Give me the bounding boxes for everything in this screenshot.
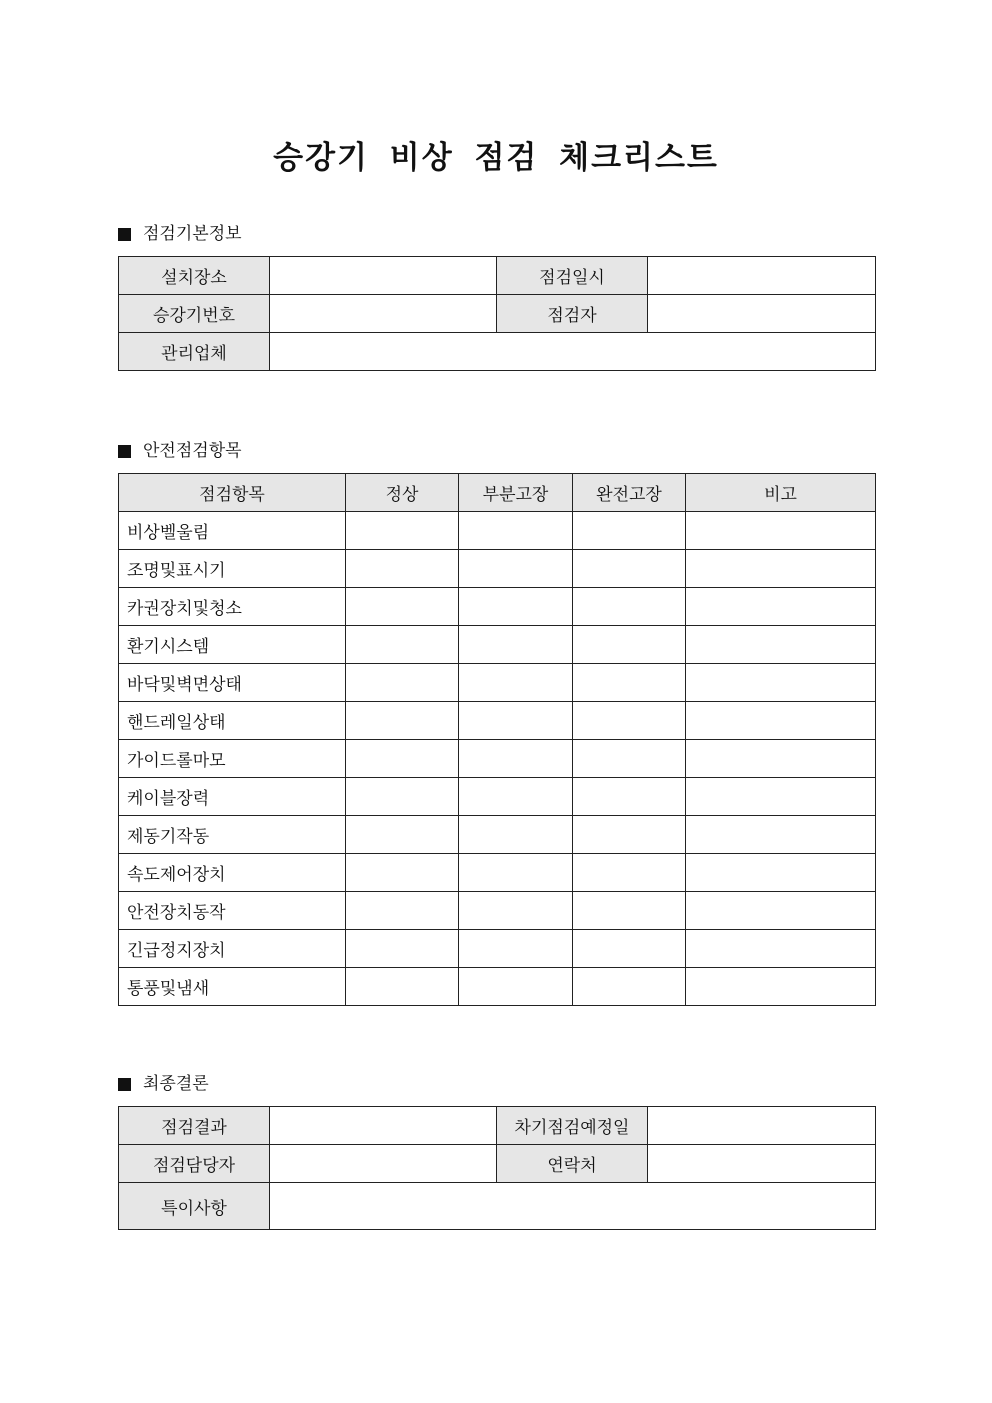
inspection-date-field[interactable] bbox=[648, 257, 876, 295]
normal-cell[interactable] bbox=[346, 550, 459, 588]
partial-fault-cell[interactable] bbox=[459, 854, 573, 892]
partial-fault-cell[interactable] bbox=[459, 588, 573, 626]
column-header-partial-fault: 부분고장 bbox=[459, 474, 573, 512]
check-item-name: 긴급정지장치 bbox=[119, 930, 346, 968]
remarks-cell[interactable] bbox=[686, 930, 876, 968]
remarks-cell[interactable] bbox=[686, 816, 876, 854]
partial-fault-cell[interactable] bbox=[459, 664, 573, 702]
complete-fault-cell[interactable] bbox=[573, 702, 686, 740]
partial-fault-cell[interactable] bbox=[459, 702, 573, 740]
table-row bbox=[119, 702, 876, 740]
remarks-cell[interactable] bbox=[686, 892, 876, 930]
remarks-cell[interactable] bbox=[686, 588, 876, 626]
square-bullet-icon bbox=[118, 445, 131, 458]
safety-check-table bbox=[118, 473, 876, 1006]
check-item-name: 카권장치및청소 bbox=[119, 588, 346, 626]
table-row bbox=[119, 778, 876, 816]
column-header-item: 점검항목 bbox=[119, 474, 346, 512]
basic-info-heading bbox=[118, 222, 242, 246]
partial-fault-cell[interactable] bbox=[459, 626, 573, 664]
install-location-field[interactable] bbox=[270, 257, 497, 295]
complete-fault-cell[interactable] bbox=[573, 588, 686, 626]
table-row bbox=[119, 1107, 876, 1145]
table-row bbox=[119, 550, 876, 588]
complete-fault-cell[interactable] bbox=[573, 816, 686, 854]
partial-fault-cell[interactable] bbox=[459, 968, 573, 1006]
person-in-charge-label: 점검담당자 bbox=[119, 1145, 270, 1183]
normal-cell[interactable] bbox=[346, 778, 459, 816]
next-inspection-date-field[interactable] bbox=[648, 1107, 876, 1145]
elevator-number-label: 승강기번호 bbox=[119, 295, 270, 333]
partial-fault-cell[interactable] bbox=[459, 512, 573, 550]
table-row bbox=[119, 740, 876, 778]
inspection-date-label: 점검일시 bbox=[497, 257, 648, 295]
normal-cell[interactable] bbox=[346, 854, 459, 892]
remarks-cell[interactable] bbox=[686, 740, 876, 778]
table-row bbox=[119, 588, 876, 626]
normal-cell[interactable] bbox=[346, 816, 459, 854]
remarks-cell[interactable] bbox=[686, 778, 876, 816]
complete-fault-cell[interactable] bbox=[573, 512, 686, 550]
safety-check-body bbox=[119, 512, 876, 1006]
normal-cell[interactable] bbox=[346, 702, 459, 740]
final-conclusion-heading bbox=[118, 1072, 209, 1096]
check-item-name: 제동기작동 bbox=[119, 816, 346, 854]
table-row bbox=[119, 333, 876, 371]
check-item-name: 통풍및냄새 bbox=[119, 968, 346, 1006]
complete-fault-cell[interactable] bbox=[573, 740, 686, 778]
column-header-complete-fault: 완전고장 bbox=[573, 474, 686, 512]
remarks-cell[interactable] bbox=[686, 626, 876, 664]
next-inspection-date-label: 차기점검예정일 bbox=[497, 1107, 648, 1145]
basic-info-table bbox=[118, 256, 876, 371]
check-item-name: 조명및표시기 bbox=[119, 550, 346, 588]
table-row bbox=[119, 664, 876, 702]
partial-fault-cell[interactable] bbox=[459, 550, 573, 588]
table-row bbox=[119, 1183, 876, 1230]
remarks-cell[interactable] bbox=[686, 664, 876, 702]
table-row bbox=[119, 295, 876, 333]
elevator-number-field[interactable] bbox=[270, 295, 497, 333]
complete-fault-cell[interactable] bbox=[573, 778, 686, 816]
basic-info-heading-text: 점검기본정보 bbox=[143, 224, 242, 244]
inspection-result-field[interactable] bbox=[270, 1107, 497, 1145]
inspector-label: 점검자 bbox=[497, 295, 648, 333]
management-company-field[interactable] bbox=[270, 333, 876, 371]
remarks-cell[interactable] bbox=[686, 550, 876, 588]
inspection-result-label: 점검결과 bbox=[119, 1107, 270, 1145]
normal-cell[interactable] bbox=[346, 588, 459, 626]
normal-cell[interactable] bbox=[346, 930, 459, 968]
square-bullet-icon bbox=[118, 228, 131, 241]
final-conclusion-heading-text: 최종결론 bbox=[143, 1074, 209, 1094]
check-item-name: 속도제어장치 bbox=[119, 854, 346, 892]
special-notes-label: 특이사항 bbox=[119, 1183, 270, 1230]
special-notes-field[interactable] bbox=[270, 1183, 876, 1230]
remarks-cell[interactable] bbox=[686, 702, 876, 740]
remarks-cell[interactable] bbox=[686, 512, 876, 550]
complete-fault-cell[interactable] bbox=[573, 626, 686, 664]
complete-fault-cell[interactable] bbox=[573, 930, 686, 968]
complete-fault-cell[interactable] bbox=[573, 968, 686, 1006]
contact-field[interactable] bbox=[648, 1145, 876, 1183]
table-row bbox=[119, 968, 876, 1006]
table-row bbox=[119, 930, 876, 968]
document-title: 승강기 비상 점검 체크리스트 bbox=[273, 140, 719, 176]
person-in-charge-field[interactable] bbox=[270, 1145, 497, 1183]
partial-fault-cell[interactable] bbox=[459, 740, 573, 778]
check-item-name: 가이드롤마모 bbox=[119, 740, 346, 778]
safety-check-heading bbox=[118, 439, 242, 463]
complete-fault-cell[interactable] bbox=[573, 664, 686, 702]
remarks-cell[interactable] bbox=[686, 854, 876, 892]
table-row bbox=[119, 892, 876, 930]
square-bullet-icon bbox=[118, 1078, 131, 1091]
partial-fault-cell[interactable] bbox=[459, 816, 573, 854]
safety-check-heading-text: 안전점검항목 bbox=[143, 441, 242, 461]
table-row bbox=[119, 257, 876, 295]
inspector-field[interactable] bbox=[648, 295, 876, 333]
management-company-label: 관리업체 bbox=[119, 333, 270, 371]
normal-cell[interactable] bbox=[346, 512, 459, 550]
normal-cell[interactable] bbox=[346, 892, 459, 930]
table-row bbox=[119, 816, 876, 854]
remarks-cell[interactable] bbox=[686, 968, 876, 1006]
check-item-name: 비상벨울림 bbox=[119, 512, 346, 550]
column-header-normal: 정상 bbox=[346, 474, 459, 512]
normal-cell[interactable] bbox=[346, 968, 459, 1006]
partial-fault-cell[interactable] bbox=[459, 930, 573, 968]
normal-cell[interactable] bbox=[346, 626, 459, 664]
column-header-remarks: 비고 bbox=[686, 474, 876, 512]
table-header-row bbox=[119, 474, 876, 512]
table-row bbox=[119, 512, 876, 550]
partial-fault-cell[interactable] bbox=[459, 892, 573, 930]
complete-fault-cell[interactable] bbox=[573, 550, 686, 588]
table-row bbox=[119, 626, 876, 664]
check-item-name: 환기시스템 bbox=[119, 626, 346, 664]
partial-fault-cell[interactable] bbox=[459, 778, 573, 816]
normal-cell[interactable] bbox=[346, 664, 459, 702]
complete-fault-cell[interactable] bbox=[573, 892, 686, 930]
table-row bbox=[119, 1145, 876, 1183]
check-item-name: 케이블장력 bbox=[119, 778, 346, 816]
table-row bbox=[119, 854, 876, 892]
check-item-name: 핸드레일상태 bbox=[119, 702, 346, 740]
install-location-label: 설치장소 bbox=[119, 257, 270, 295]
complete-fault-cell[interactable] bbox=[573, 854, 686, 892]
contact-label: 연락처 bbox=[497, 1145, 648, 1183]
normal-cell[interactable] bbox=[346, 740, 459, 778]
check-item-name: 안전장치동작 bbox=[119, 892, 346, 930]
final-conclusion-table bbox=[118, 1106, 876, 1230]
check-item-name: 바닥및벽면상태 bbox=[119, 664, 346, 702]
